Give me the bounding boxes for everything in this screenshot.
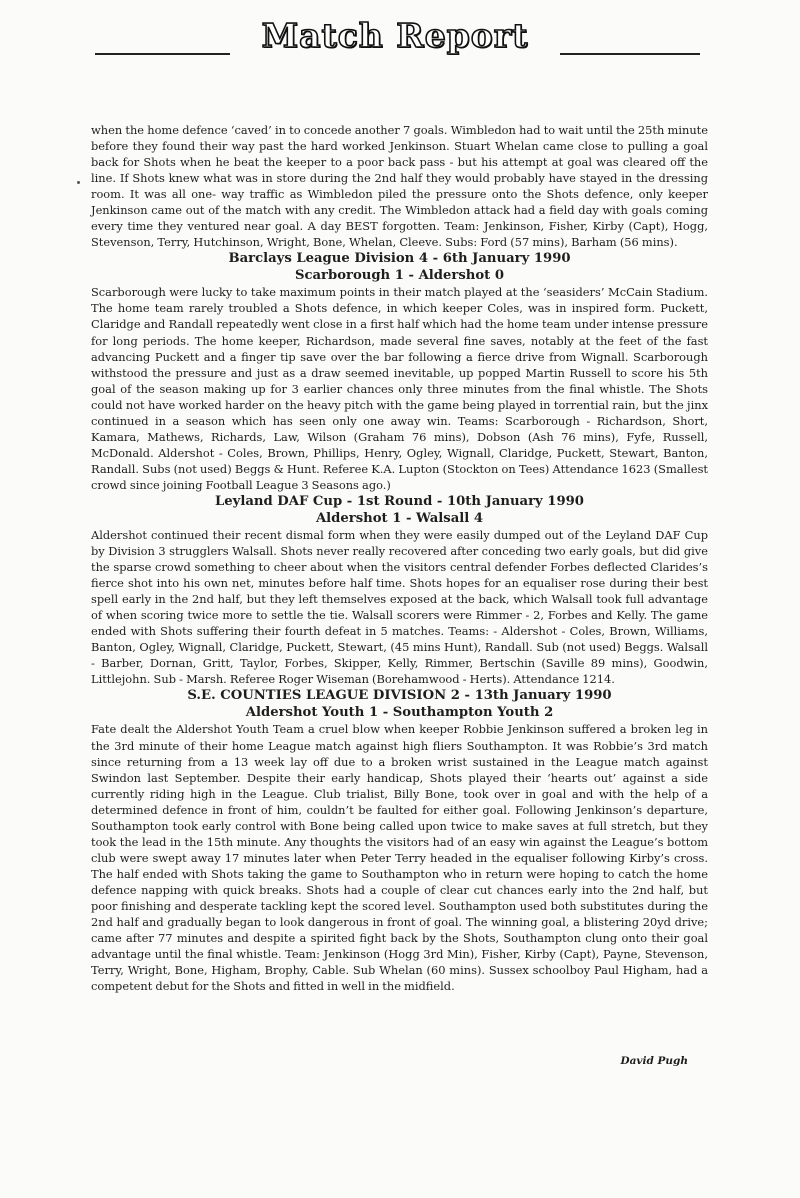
report-3-competition: S.E. COUNTIES LEAGUE DIVISION 2 - 13th January 1990	[187, 688, 612, 704]
report-3-score: Aldershot Youth 1 - Southampton Youth 2	[245, 705, 554, 721]
report-2-score: Aldershot 1 - Walsall 4	[315, 510, 484, 526]
page-header	[0, 10, 800, 70]
report-3-text: Fate dealt the Aldershot Youth Team a cruel blow when keeper Robbie Jenkinson suffered a broken leg in the 3rd minute of their home League match against high fliers Southampton. It was Robbie’s 3rd match since returning from a 13 week lay off due to a broken wrist sustained in the League match against Swindon last September. Despite their early handicap, Shots played their ‘hearts out’ against a side currently riding high in the League. Club trialist, Billy Bone, took over in goal and with the help of a determined defence in front of him, couldn’t be faulted for either goal. Following Jenkinson’s departure, Southampton took early control with Bone being called upon twice to make saves at full stretch, but they took the lead in the 15th minute. Any thoughts the visitors had of an easy win against the League’s bottom club were swept away 17 minutes later when Peter Terry headed in the equaliser following Kirby’s cross. The half ended with Shots taking the game to Southampton who in return were hoping to catch the home defence napping with quick breaks. Shots had a couple of clear cut chances early into the 2nd half, but poor finishing and desperate tackling kept the scored level. Southampton used both substitutes during the 2nd half and gradually began to look dangerous in front of goal. The winning goal, a blistering 20yd drive; came after 77 minutes and despite a spirited fight back by the Shots, Southampton clung onto their goal advantage until the final whistle. Team: Jenkinson (Hogg 3rd Min), Fisher, Kirby (Capt), Payne, Stevenson, Terry, Wright, Bone, Higham, Brophy, Cable. Sub Whelan (60 mins). Sussex schoolboy Paul Higham, had a competent debut for the Shots and fitted in well in the midfield.	[91, 722, 708, 994]
intro-paragraph: when the home defence ‘caved’ in to concede another 7 goals. Wimbledon had to wait until the 25th minute before they found their way past the hard worked Jenkinson. Stuart Whelan came close to pulling a goal back for Shots when he beat the keeper to a poor back pass - but his attempt at goal was cleared off the line. If Shots knew what was in store during the 2nd half they would probably have stayed in the dressing room. It was all one- way traffic as Wimbledon piled the pressure onto the Shots defence, only keeper Jenkinson came out of the match with any credit. The Wimbledon attack had a field day with goals coming every time they ventured near goal. A day BEST forgotten. Team: Jenkinson, Fisher, Kirby (Capt), Hogg, Stevenson, Terry, Hutchinson, Wright, Bone, Whelan, Cleeve. Subs: Ford (57 mins), Barham (56 mins).	[91, 123, 708, 250]
page-title: Match Report	[261, 16, 529, 55]
report-1-score: Scarborough 1 - Aldershot 0	[294, 268, 505, 284]
header-rule-left	[95, 53, 230, 55]
report-1-text: Scarborough were lucky to take maximum points in their match played at the ‘seasiders’ McCain Stadium. The home team rarely troubled a Shots defence, in which keeper Coles, was in inspired form. Puckett, Claridge and Randall repeatedly went close in a first half which had the home team under intense pressure for long periods. The home keeper, Richardson, made several fine saves, notably at the feet of the fast advancing Puckett and a finger tip save over the bar following a fierce drive from Wignall. Scarborough withstood the pressure and just as a draw seemed inevitable, up popped Martin Russell to score his 5th goal of the season making up for 3 earlier chances only three minutes from the final whistle. The Shots could not have worked harder on the heavy pitch with the game being played in torrential rain, but the jinx continued in a season which has seen only one away win. Teams: Scarborough - Richardson, Short, Kamara, Mathews, Richards, Law, Wilson (Graham 76 mins), Dobson (Ash 76 mins), Fyfe, Russell, McDonald. Aldershot - Coles, Brown, Phillips, Henry, Ogley, Wignall, Claridge, Puckett, Stewart, Banton, Randall. Subs (not used) Beggs & Hunt. Referee K.A. Lupton (Stockton on Tees) Attendance 1623 (Smallest crowd since joining Football League 3 Seasons ago.)	[91, 285, 708, 492]
author-signature: David Pugh	[620, 1055, 688, 1067]
scan-speck	[77, 181, 80, 184]
report-2-competition: Leyland DAF Cup - 1st Round - 10th January 1990	[215, 493, 584, 509]
report-1-competition: Barclays League Division 4 - 6th January 1990	[228, 251, 571, 267]
report-2-text: Aldershot continued their recent dismal form when they were easily dumped out of the Leyland DAF Cup by Division 3 strugglers Walsall. Shots never really recovered after conceding two early goals, but did give the sparse crowd something to cheer about when the visitors central defender Forbes deflected Clarides’s fierce shot into his own net, minutes before half time. Shots hopes for an equaliser rose during their best spell early in the 2nd half, but they left themselves exposed at the back, which Walsall took full advantage of when scoring twice more to settle the tie. Walsall scorers were Rimmer - 2, Forbes and Kelly. The game ended with Shots suffering their fourth defeat in 5 matches. Teams: - Aldershot - Coles, Brown, Williams, Banton, Ogley, Wignall, Claridge, Puckett, Stewart, (45 mins Hunt), Randall. Sub (not used) Beggs. Walsall - Barber, Dornan, Gritt, Taylor, Forbes, Skipper, Kelly, Rimmer, Bertschin (Saville 89 mins), Goodwin, Littlejohn. Sub - Marsh. Referee Roger Wiseman (Borehamwood - Herts). Attendance 1214.	[91, 527, 708, 687]
article-body	[91, 122, 708, 994]
header-rule-right	[560, 53, 700, 55]
